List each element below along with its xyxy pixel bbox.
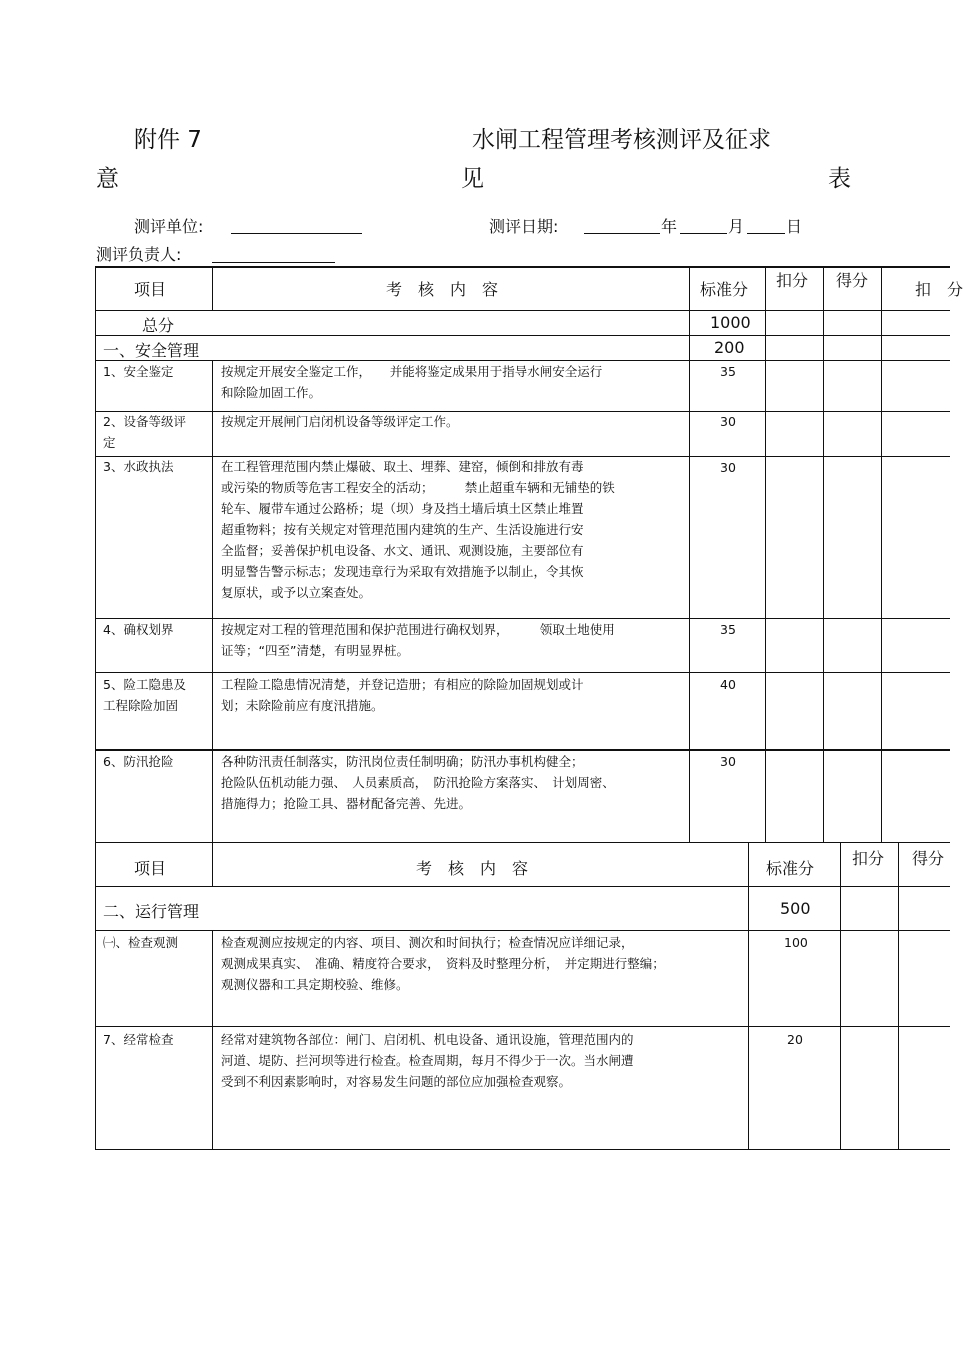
year-blank (584, 233, 660, 234)
t2-header-item: 项目 (134, 859, 167, 878)
total-value: 1000 (710, 313, 751, 332)
t2-header-standard: 标准分 (766, 859, 815, 878)
section1-label: 一、安全管理 (103, 341, 200, 360)
t1-header-content: 考 核 内 容 (386, 280, 499, 299)
t1-row2-score: 30 (720, 414, 736, 429)
section2-value: 500 (780, 899, 811, 918)
month-blank (680, 233, 727, 234)
t1-row3-item: 3、水政执法 (103, 459, 174, 474)
t1-row1-item: 1、安全鉴定 (103, 364, 174, 379)
t1-row4-score: 35 (720, 622, 736, 637)
t2-row1-content: 检查观测应按规定的内容、项目、测次和时间执行；检查情况应详细记录， 观测成果真实、 准确、精度符合要求， 资料及时整理分析， 并定期进行整编； 观测仪器和工具定期校验、维修。 (221, 935, 665, 992)
leader-blank (212, 262, 335, 263)
section1-value: 200 (714, 338, 745, 357)
t1-row4-content: 按规定对工程的管理范围和保护范围进行确权划界， 领取土地使用 证等；“四至”清楚，有明显界桩。 (221, 622, 615, 658)
t2-row2-item: 7、经常检查 (103, 1032, 174, 1047)
unit-label: 测评单位: (134, 217, 204, 236)
leader-label: 测评负责人: (96, 245, 182, 264)
t2-header-deduct: 扣分 (852, 849, 885, 868)
t1-row1-content: 按规定开展安全鉴定工作， 并能将鉴定成果用于指导水闸安全运行 和除险加固工作。 (221, 364, 603, 400)
t2-row2-score: 20 (787, 1032, 803, 1047)
day-blank (747, 233, 785, 234)
day-label: 日 (786, 217, 803, 236)
t1-header-deduct-reason: 扣 分 (915, 280, 963, 299)
t1-row5-score: 40 (720, 677, 736, 692)
t1-row3-score: 30 (720, 460, 736, 475)
t2-header-content: 考 核 内 容 (416, 859, 529, 878)
title-tail-3: 表 (828, 166, 851, 192)
t1-header-deduct: 扣分 (776, 271, 809, 290)
t1-header-score: 得分 (836, 271, 869, 290)
section2-label: 二、运行管理 (103, 902, 200, 921)
t1-row2-item: 2、设备等级评 定 (103, 414, 186, 450)
attachment-label: 附件 7 (134, 127, 202, 153)
document-title: 水闸工程管理考核测评及征求 (472, 127, 771, 153)
total-label: 总分 (142, 316, 175, 335)
t1-header-item: 项目 (134, 280, 167, 299)
t1-row6-item: 6、防汛抢险 (103, 754, 174, 769)
t1-row6-score: 30 (720, 754, 736, 769)
t1-row6-content: 各种防汛责任制落实，防汛岗位责任制明确；防汛办事机构健全； 抢险队伍机动能力强、 人员素质高， 防汛抢险方案落实、 计划周密、 措施得力；抢险工具、器材配备完善、先进。 (221, 754, 615, 811)
title-tail-2: 见 (461, 166, 484, 192)
year-label: 年 (661, 217, 678, 236)
date-label: 测评日期: (489, 217, 559, 236)
t2-row1-score: 100 (784, 935, 808, 950)
unit-blank (231, 233, 362, 234)
t1-row1-score: 35 (720, 364, 736, 379)
t1-row3-content: 在工程管理范围内禁止爆破、取土、埋葬、建窑，倾倒和排放有毒 或污染的物质等危害工程安全的活动； 禁止超重车辆和无铺垫的铁 轮车、履带车通过公路桥；堤（坝）身及挡土墙后填土区禁止堆置 超重物料；按有关规定对管理范围内建筑的生产、生活设施进行安 全监督；妥善保护机电设备、水文、通讯、观测设施，主要部位有 明显警告警示标志；发现违章行为采取有效措施予以制止，令其恢 复原状，或予以立案查处。 (221, 459, 615, 600)
t2-row1-item: ㈠、检查观测 (103, 935, 179, 950)
t2-header-score: 得分 (912, 849, 945, 868)
t1-row2-content: 按规定开展闸门启闭机设备等级评定工作。 (221, 414, 459, 429)
t1-row5-content: 工程险工隐患情况清楚，并登记造册；有相应的除险加固规划或计 划；未除险前应有度汛措施。 (221, 677, 584, 713)
month-label: 月 (728, 217, 745, 236)
title-tail-1: 意 (96, 166, 119, 192)
t1-row5-item: 5、险工隐患及 工程除险加固 (103, 677, 186, 713)
t2-row2-content: 经常对建筑物各部位：闸门、启闭机、机电设备、通讯设施，管理范围内的 河道、堤防、拦河坝等进行检查。检查周期，每月不得少于一次。当水闸遭 受到不利因素影响时，对容易发生问题的部位应加强检查观察。 (221, 1032, 634, 1089)
t1-row4-item: 4、确权划界 (103, 622, 174, 637)
t1-header-standard: 标准分 (700, 280, 749, 299)
